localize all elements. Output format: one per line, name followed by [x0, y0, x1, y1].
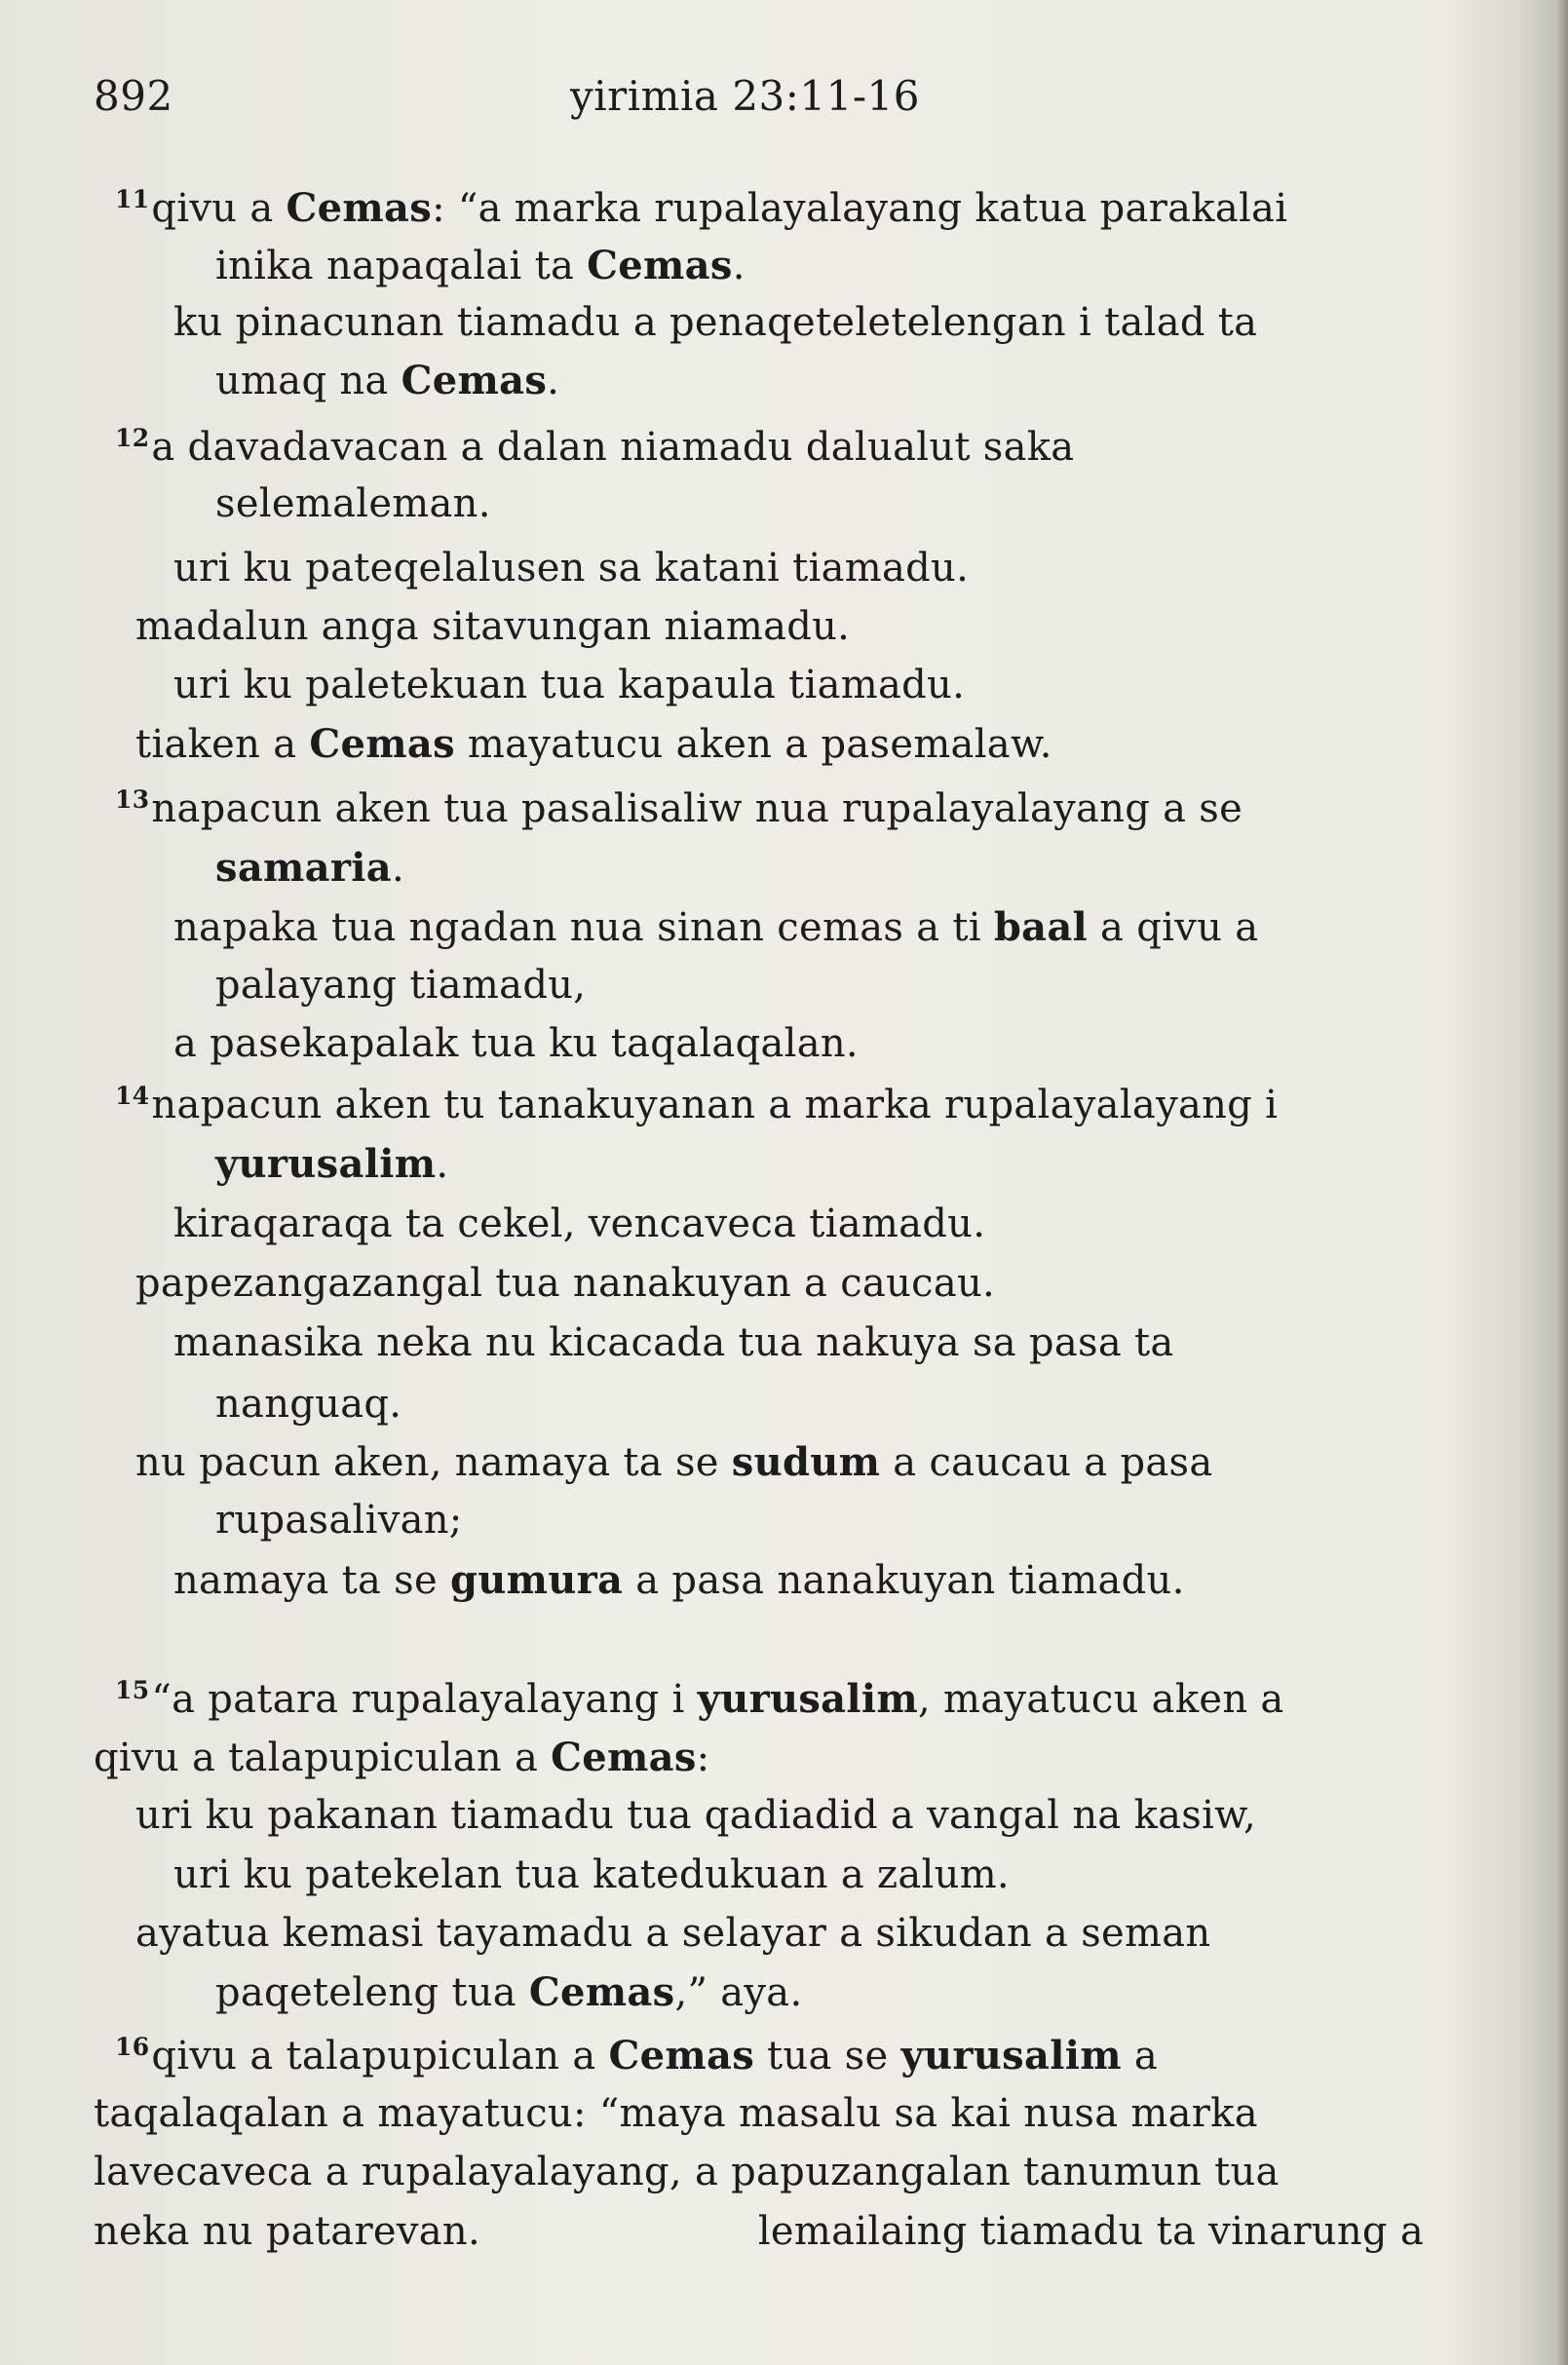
verse-15-line-3: uri ku pakanan tiamadu tua qadiadid a vangal na kasiw,: [135, 1793, 1256, 1838]
verse-14-line-9: namaya ta se gumura a pasa nanakuyan tiamadu.: [173, 1557, 1185, 1603]
verse-14-line-6: nanguaq.: [215, 1382, 402, 1427]
verse-14-line-2: yurusalim.: [215, 1141, 449, 1187]
verse-12-line-2: selemaleman.: [215, 481, 491, 526]
place-name: yurusalim: [900, 2033, 1122, 2079]
verse-11-line-1: $^{11}$qivu a Cemas: “a marka rupalayalayang katua parakalai: [115, 185, 1288, 231]
running-head: yirimia 23:11-16: [570, 72, 920, 120]
verse-number: 15: [115, 1676, 150, 1704]
verse-16-line-1: $^{16}$qivu a talapupiculan a Cemas tua se yurusalim a: [115, 2033, 1158, 2079]
verse-11-line-2: inika napaqalai ta Cemas.: [215, 243, 746, 288]
verse-number: 16: [115, 2033, 150, 2061]
place-name: gumura: [450, 1557, 624, 1603]
verse-12-line-3: uri ku pateqelalusen sa katani tiamadu.: [173, 546, 970, 591]
verse-12-line-4: madalun anga sitavungan niamadu.: [135, 604, 851, 649]
verse-16-line-2: taqalaqalan a mayatucu: “maya masalu sa kai nusa marka: [94, 2091, 1258, 2136]
page-header: [0, 72, 1568, 140]
verse-14-line-3: kiraqaraqa ta cekel, vencaveca tiamadu.: [173, 1202, 986, 1246]
verse-13-line-3: napaka tua ngadan nua sinan cemas a ti baal a qivu a: [173, 904, 1259, 950]
verse-16-line-4: neka nu patarevan. lemailaing tiamadu ta vinarung a: [94, 2209, 1424, 2254]
divine-name: Cemas: [401, 358, 548, 403]
verse-15-line-5: ayatua kemasi tayamadu a selayar a sikudan a seman: [135, 1911, 1211, 1956]
place-name: samaria: [215, 845, 392, 891]
verse-11-line-4: umaq na Cemas.: [215, 358, 560, 403]
divine-name: Cemas: [286, 185, 433, 231]
divine-name: Cemas: [587, 243, 733, 288]
verse-11-line-3: ku pinacunan tiamadu a penaqeteletelengan i talad ta: [173, 300, 1258, 345]
page-spine-shadow: [1554, 0, 1568, 2365]
divine-name: Cemas: [309, 721, 455, 767]
verse-13-line-5: a pasekapalak tua ku taqalaqalan.: [173, 1021, 859, 1066]
verse-15-line-1: $^{15}$“a patara rupalayalayang i yurusalim, mayatucu aken a: [115, 1676, 1284, 1722]
verse-16-line-3: lavecaveca a rupalayalayang, a papuzangalan tanumun tua: [94, 2150, 1280, 2194]
verse-number: 13: [115, 785, 150, 814]
page-number: 892: [94, 72, 173, 120]
verse-13-line-2: samaria.: [215, 845, 404, 891]
place-name: yurusalim: [215, 1141, 437, 1187]
verse-12-line-5: uri ku paletekuan tua kapaula tiamadu.: [173, 663, 966, 707]
verse-number: 14: [115, 1082, 150, 1110]
place-name: yurusalim: [697, 1676, 919, 1722]
verse-14-line-7: nu pacun aken, namaya ta se sudum a caucau a pasa: [135, 1439, 1213, 1485]
verse-number: 11: [115, 185, 150, 213]
verse-14-line-1: $^{14}$napacun aken tu tanakuyanan a marka rupalayalayang i: [115, 1082, 1279, 1127]
divine-name: Cemas: [608, 2033, 755, 2079]
verse-15-line-4: uri ku patekelan tua katedukuan a zalum.: [173, 1852, 1010, 1897]
verse-14-line-5: manasika neka nu kicacada tua nakuya sa pasa ta: [173, 1320, 1174, 1365]
verse-14-line-8: rupasalivan;: [215, 1498, 463, 1543]
deity-name: baal: [993, 904, 1089, 950]
verse-number: 12: [115, 424, 150, 452]
verse-15-line-6: paqeteleng tua Cemas,” aya.: [215, 1969, 803, 2015]
verse-12-line-6: tiaken a Cemas mayatucu aken a pasemalaw.: [135, 721, 1052, 767]
verse-13-line-1: $^{13}$napacun aken tua pasalisaliw nua rupalayalayang a se: [115, 785, 1243, 831]
divine-name: Cemas: [528, 1969, 675, 2015]
verse-15-line-2: qivu a talapupiculan a Cemas:: [94, 1735, 710, 1780]
verse-13-line-4: palayang tiamadu,: [215, 963, 587, 1008]
place-name: sudum: [731, 1439, 881, 1485]
divine-name: Cemas: [551, 1735, 697, 1780]
verse-14-line-4: papezangazangal tua nanakuyan a caucau.: [135, 1261, 996, 1306]
verse-12-line-1: $^{12}$a davadavacan a dalan niamadu dalualut saka: [115, 424, 1075, 470]
